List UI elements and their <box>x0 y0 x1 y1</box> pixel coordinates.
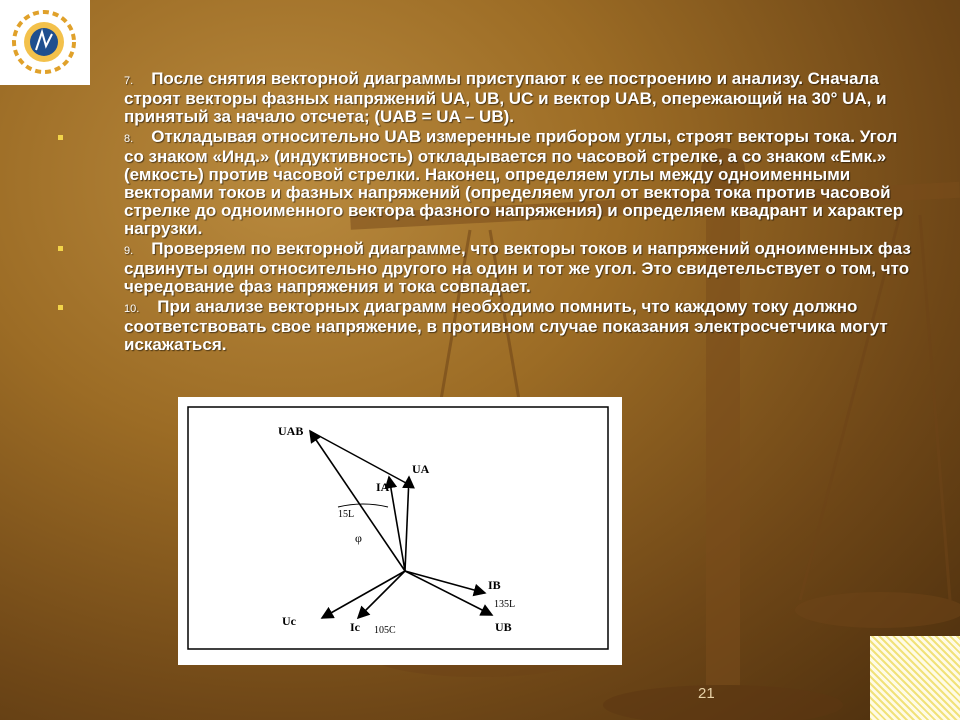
list-item <box>124 298 914 354</box>
uab-ua-connector <box>310 431 406 483</box>
ub-vector <box>405 571 492 615</box>
list-item <box>124 240 914 296</box>
list-item <box>124 70 914 126</box>
label-ic: Ic <box>350 620 360 634</box>
item-number: 10. <box>124 303 140 315</box>
label-135l: 135L <box>494 599 516 610</box>
list-item <box>124 128 914 238</box>
label-ib: IB <box>488 578 501 592</box>
item-text: Проверяем по векторной диаграмме, что векторы токов и напряжений одноименных фаз сдвинуты один относительно другого на один и тот же угол. Это свидетельствует о том, что чередование фаз напряжения и тока совпадает. <box>124 239 911 296</box>
corner-hatch-decoration <box>870 636 960 720</box>
page-number: 21 <box>698 685 715 702</box>
ia-vector <box>389 477 405 571</box>
label-uab: UAB <box>278 424 304 438</box>
vector-diagram-figure <box>178 397 622 665</box>
uab-vector <box>310 431 405 571</box>
label-15l: 15L <box>338 509 355 520</box>
bullet-icon <box>58 246 63 251</box>
company-logo <box>0 0 90 85</box>
ua-vector <box>405 477 409 571</box>
item-text: Откладывая относительно UAB измеренные прибором углы, строят векторы тока. Угол со знаком «Инд.» (индуктивность) откладывается по часовой стрелке, а со знаком «Емк.» (емкость) против часовой стрелки. Наконец, определяем углы между одноименными векторами токов и фазных напряжений (определяем угол от вектора тока против часовой стрелке до одноименного вектора фазного напряжения) и определяем квадрант и характер нагрузки. <box>124 127 904 238</box>
item-text: После снятия векторной диаграммы приступают к ее построению и анализу. Сначала строят векторы фазных напряжений UA, UB, UC и вектор UAB, опережающий на 30° UA, и принятый за начало отсчета; (UAB = UA – UB). <box>124 69 887 126</box>
sun-logo-icon <box>0 0 90 85</box>
phi-arc <box>338 504 388 507</box>
vector-diagram <box>178 397 622 665</box>
bullet-icon <box>58 305 63 310</box>
label-uc: Uc <box>282 614 296 628</box>
label-phi: φ <box>355 531 362 545</box>
bullet-icon <box>58 135 63 140</box>
label-ub: UB <box>495 620 512 634</box>
item-text: При анализе векторных диаграмм необходимо помнить, что каждому току должно соответствовать свое напряжение, в противном случае показания электросчетчика могут искажаться. <box>124 297 888 354</box>
label-ia: IA <box>376 480 390 494</box>
label-105c: 105C <box>374 625 396 636</box>
item-number: 9. <box>124 245 134 257</box>
item-number: 8. <box>124 133 134 145</box>
item-number: 7. <box>124 75 134 87</box>
uc-vector <box>322 571 405 618</box>
ib-vector <box>405 571 485 593</box>
label-ua: UA <box>412 462 430 476</box>
